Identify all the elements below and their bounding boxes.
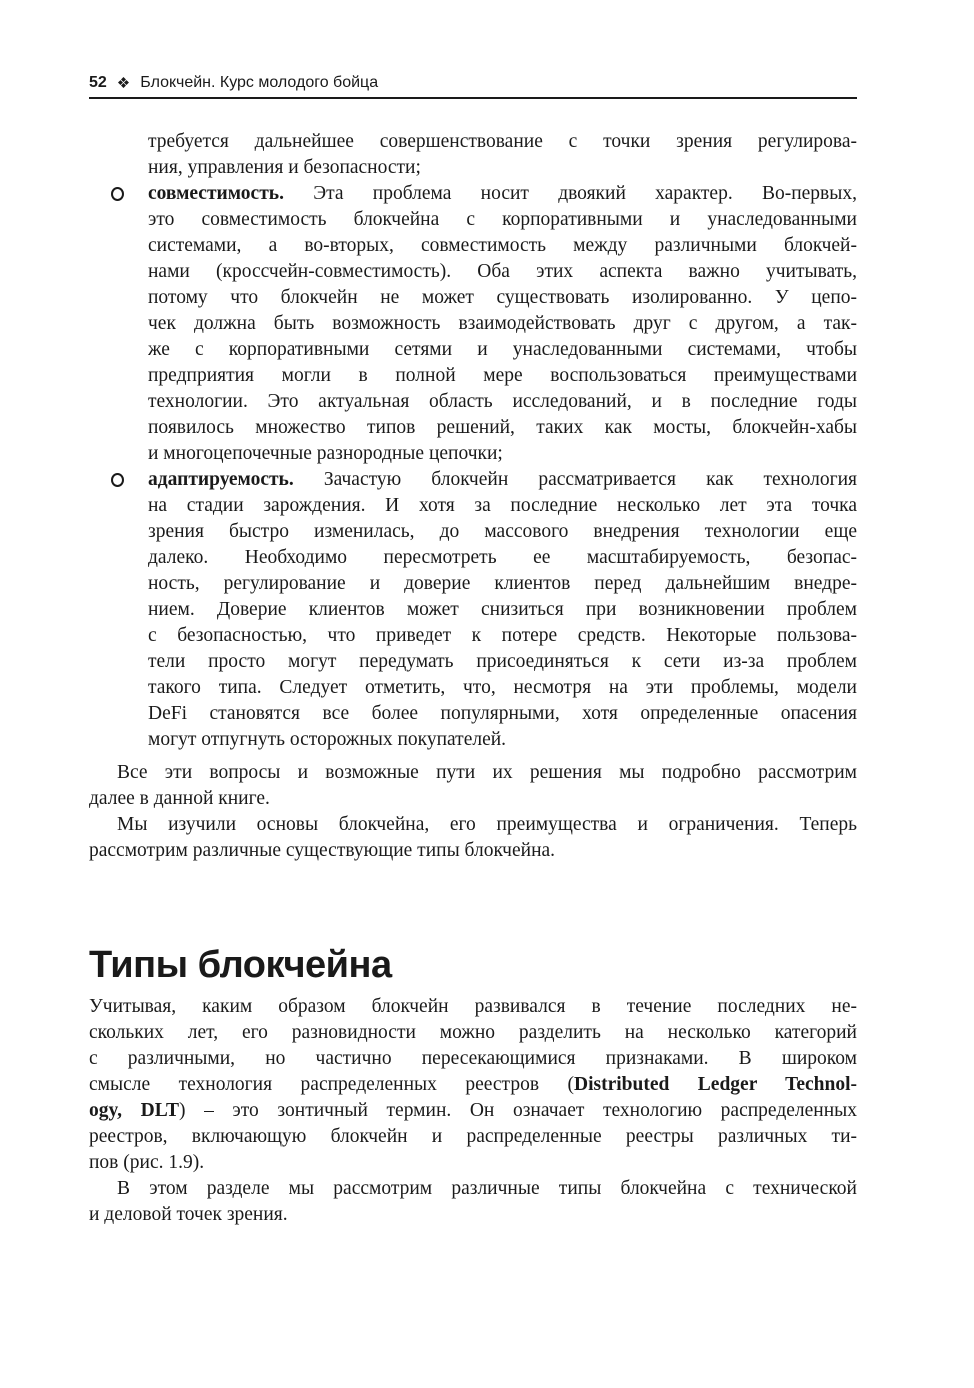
text-line [89, 812, 857, 838]
text-line [89, 1176, 857, 1202]
text-run: появилось множество типов решений, таких как мосты, блокчейн-хабы [148, 417, 857, 438]
text-line [148, 311, 857, 337]
section-heading: Типы блокчейна [89, 944, 392, 986]
text-line [148, 649, 857, 675]
text-line [148, 259, 857, 285]
text-run: реестров, включающую блокчейн и распределенные реестры различных ти- [89, 1126, 857, 1147]
text-run: смысле технология распределенных реестров ( [89, 1074, 574, 1095]
text-run: Мы изучили основы блокчейна, его преимущества и ограничения. Теперь [117, 814, 857, 835]
text-line [89, 1098, 857, 1124]
text-line [148, 597, 857, 623]
text-line [89, 760, 857, 786]
page-body [89, 129, 857, 1228]
text-line [148, 701, 857, 727]
text-line [148, 467, 857, 493]
text-run: DeFi становятся все более популярными, хотя определенные опасения [148, 703, 857, 724]
text-line [148, 441, 857, 467]
text-run: тели просто могут передумать присоединяться к сети из-за проблем [148, 651, 857, 672]
text-line [148, 415, 857, 441]
text-line [89, 838, 857, 864]
text-line [148, 363, 857, 389]
text-run: потому что блокчейн не может существовать изолированно. У цепо- [148, 287, 857, 308]
text-line [89, 1046, 857, 1072]
text-line [148, 545, 857, 571]
text-run: нами (кроссчейн-совместимость). Оба этих аспекта важно учитывать, [148, 261, 857, 282]
text-line [148, 207, 857, 233]
text-run: же с корпоративными сетями и унаследованными системами, чтобы [148, 339, 857, 360]
bold-term: ogy, DLT [89, 1100, 179, 1121]
text-run: ) – это зонтичный термин. Он означает технологию распределенных [178, 1100, 857, 1121]
text-run: и многоцепочечные разнородные цепочки; [148, 443, 503, 464]
text-run: рассмотрим различные существующие типы блокчейна. [89, 840, 556, 861]
bold-term: совместимость. [148, 183, 284, 204]
text-run: далее в данной книге. [89, 788, 270, 809]
text-run: требуется дальнейшее совершенствование с точки зрения регулирова- [148, 131, 857, 152]
circle-bullet-icon [111, 187, 124, 201]
text-run: скольких лет, его разновидности можно разделить на несколько категорий [89, 1022, 857, 1043]
text-line [148, 493, 857, 519]
text-run: с различными, но частично пересекающимися признаками. В широком [89, 1048, 857, 1069]
text-run: Зачастую блокчейн рассматривается как технология [293, 469, 857, 490]
text-line [148, 155, 857, 181]
text-run: технологии. Это актуальная область исследований, и в последние годы [148, 391, 857, 412]
text-line [148, 389, 857, 415]
spacer [89, 753, 857, 760]
paragraph [89, 1176, 857, 1228]
header-rule [89, 97, 857, 99]
text-run: предприятия могли в полной мере воспользоваться преимуществами [148, 365, 857, 386]
text-run: такого типа. Следует отметить, что, несмотря на эти проблемы, модели [148, 677, 857, 698]
ornament-icon: ❖ [116, 75, 131, 92]
text-line [148, 337, 857, 363]
bullet-item [89, 181, 857, 467]
text-run: далеко. Необходимо пересмотреть ее масштабируемость, безопас- [148, 547, 857, 568]
text-line [148, 727, 857, 753]
text-run: Эта проблема носит двоякий характер. Во-первых, [283, 183, 857, 204]
bullet-item [89, 467, 857, 753]
text-run: могут отпугнуть осторожных покупателей. [148, 729, 507, 750]
text-line [148, 519, 857, 545]
text-line [148, 571, 857, 597]
page-number: 52 [89, 74, 107, 91]
running-title: Блокчейн. Курс молодого бойца [140, 74, 379, 91]
text-line [148, 285, 857, 311]
text-line [89, 1202, 857, 1228]
text-line [89, 786, 857, 812]
text-run: с безопасностью, что приведет к потере средств. Некоторые пользова- [148, 625, 857, 646]
text-run: Учитывая, каким образом блокчейн развивался в течение последних не- [89, 996, 857, 1017]
text-run: и деловой точек зрения. [89, 1204, 288, 1225]
paragraph [89, 994, 857, 1176]
text-run: ния, управления и безопасности; [148, 157, 421, 178]
text-run: это совместимость блокчейна с корпоративными и унаследованными [148, 209, 857, 230]
paragraph [89, 760, 857, 812]
text-line [148, 181, 857, 207]
text-line [89, 1072, 857, 1098]
text-line [148, 623, 857, 649]
text-line [148, 129, 857, 155]
text-run: нием. Доверие клиентов может снизиться при возникновении проблем [148, 599, 857, 620]
bold-term: Distributed Ledger Technol- [573, 1074, 857, 1095]
text-line [148, 675, 857, 701]
bullet-continuation [89, 129, 857, 181]
text-line [89, 1124, 857, 1150]
text-run: системами, а во-вторых, совместимость между различными блокчей- [148, 235, 857, 256]
circle-bullet-icon [111, 473, 124, 487]
text-run: зрения быстро изменилась, до массового внедрения технологии еще [148, 521, 857, 542]
text-line [89, 994, 857, 1020]
paragraph [89, 812, 857, 864]
text-line [89, 1150, 857, 1176]
text-run: В этом разделе мы рассмотрим различные типы блокчейна с технической [117, 1178, 857, 1199]
text-run: пов (рис. 1.9). [89, 1152, 205, 1173]
text-run: на стадии зарождения. И хотя за последние несколько лет эта точка [148, 495, 857, 516]
bold-term: адаптируемость. [148, 469, 294, 490]
text-line [148, 233, 857, 259]
text-line [89, 1020, 857, 1046]
text-run: ность, регулирование и доверие клиентов перед дальнейшим внедре- [148, 573, 857, 594]
running-header [89, 71, 856, 95]
text-run: чек должна быть возможность взаимодействовать друг с другом, а так- [148, 313, 857, 334]
text-run: Все эти вопросы и возможные пути их решения мы подробно рассмотрим [117, 762, 857, 783]
